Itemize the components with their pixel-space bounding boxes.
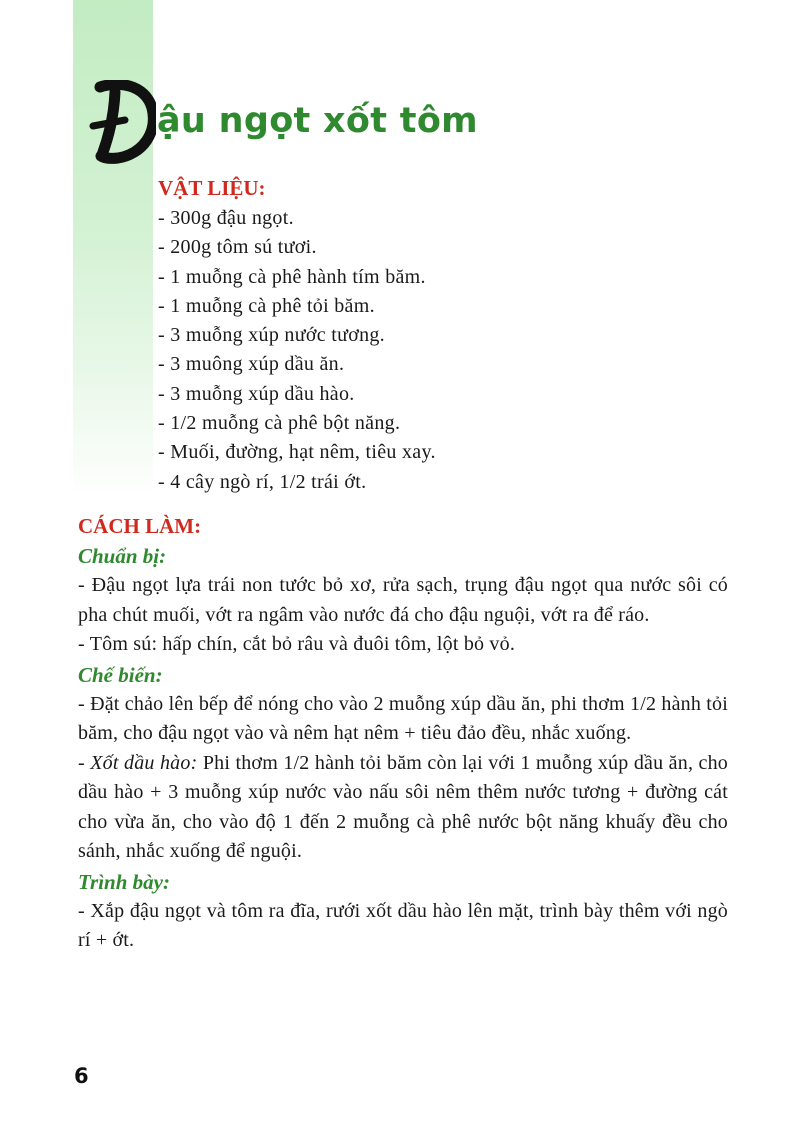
- sauce-step: [78, 749, 728, 867]
- ingredient-item: - 3 muông xúp dầu ăn.: [158, 353, 345, 376]
- decorative-green-band: [73, 0, 153, 500]
- ingredient-item: - 1 muỗng cà phê hành tím băm.: [158, 265, 426, 288]
- ingredient-item: - 1/2 muỗng cà phê bột năng.: [158, 412, 401, 435]
- ingredients-section: [158, 172, 436, 497]
- ingredient-item: - Muối, đường, hạt nêm, tiêu xay.: [158, 441, 436, 464]
- sauce-prefix: -: [78, 751, 91, 774]
- serve-step: - Xắp đậu ngọt và tôm ra đĩa, rưới xốt dầu hào lên mặt, trình bày thêm với ngò rí + ớt.: [78, 899, 728, 951]
- sauce-label: Xốt dầu hào:: [90, 751, 198, 774]
- ingredient-item: - 300g đậu ngọt.: [158, 207, 294, 229]
- recipe-title: ậu ngọt xốt tôm: [157, 101, 478, 141]
- prep-step: - Tôm sú: hấp chín, cắt bỏ râu và đuôi tôm, lột bỏ vỏ.: [78, 633, 516, 655]
- ingredient-list: [158, 204, 436, 497]
- serve-heading: Trình bày:: [78, 869, 170, 894]
- cook-step: - Đặt chảo lên bếp để nóng cho vào 2 muỗng xúp dầu ăn, phi thơm 1/2 hành tỏi băm, cho đậu ngọt vào và nêm hạt nêm + tiêu đảo đều, nhắc xuống.: [78, 692, 728, 744]
- cook-heading: Chế biến:: [78, 662, 163, 687]
- title-drop-cap: [88, 80, 156, 164]
- ingredient-item: - 3 muỗng xúp nước tương.: [158, 324, 385, 347]
- ingredient-item: - 3 muỗng xúp dầu hào.: [158, 382, 355, 405]
- method-heading: CÁCH LÀM:: [78, 514, 202, 538]
- ingredient-item: - 1 muỗng cà phê tỏi băm.: [158, 294, 375, 317]
- prep-heading: Chuẩn bị:: [78, 544, 167, 568]
- sauce-text: Phi thơm 1/2 hành tỏi băm còn lại với 1 muỗng xúp dầu ăn, cho dầu hào + 3 muỗng xúp nước vào nấu sôi nêm thêm nước tương + đường cát cho vừa ăn, cho vào độ 1 đến 2 muỗng cà phê nước bột năng khuấy đều cho sánh, nhắc xuống để nguội.: [78, 751, 729, 862]
- ingredient-item: - 4 cây ngò rí, 1/2 trái ớt.: [158, 470, 367, 493]
- ingredients-heading: VẬT LIỆU:: [158, 176, 266, 200]
- page-number: 6: [74, 1064, 89, 1088]
- prep-step: - Đậu ngọt lựa trái non tước bỏ xơ, rửa sạch, trụng đậu ngọt qua nước sôi có pha chút muối, vớt ra ngâm vào nước đá cho đậu nguội, vớt ra để ráo.: [78, 574, 728, 626]
- ingredient-item: - 200g tôm sú tươi.: [158, 236, 317, 259]
- method-section: [78, 511, 728, 956]
